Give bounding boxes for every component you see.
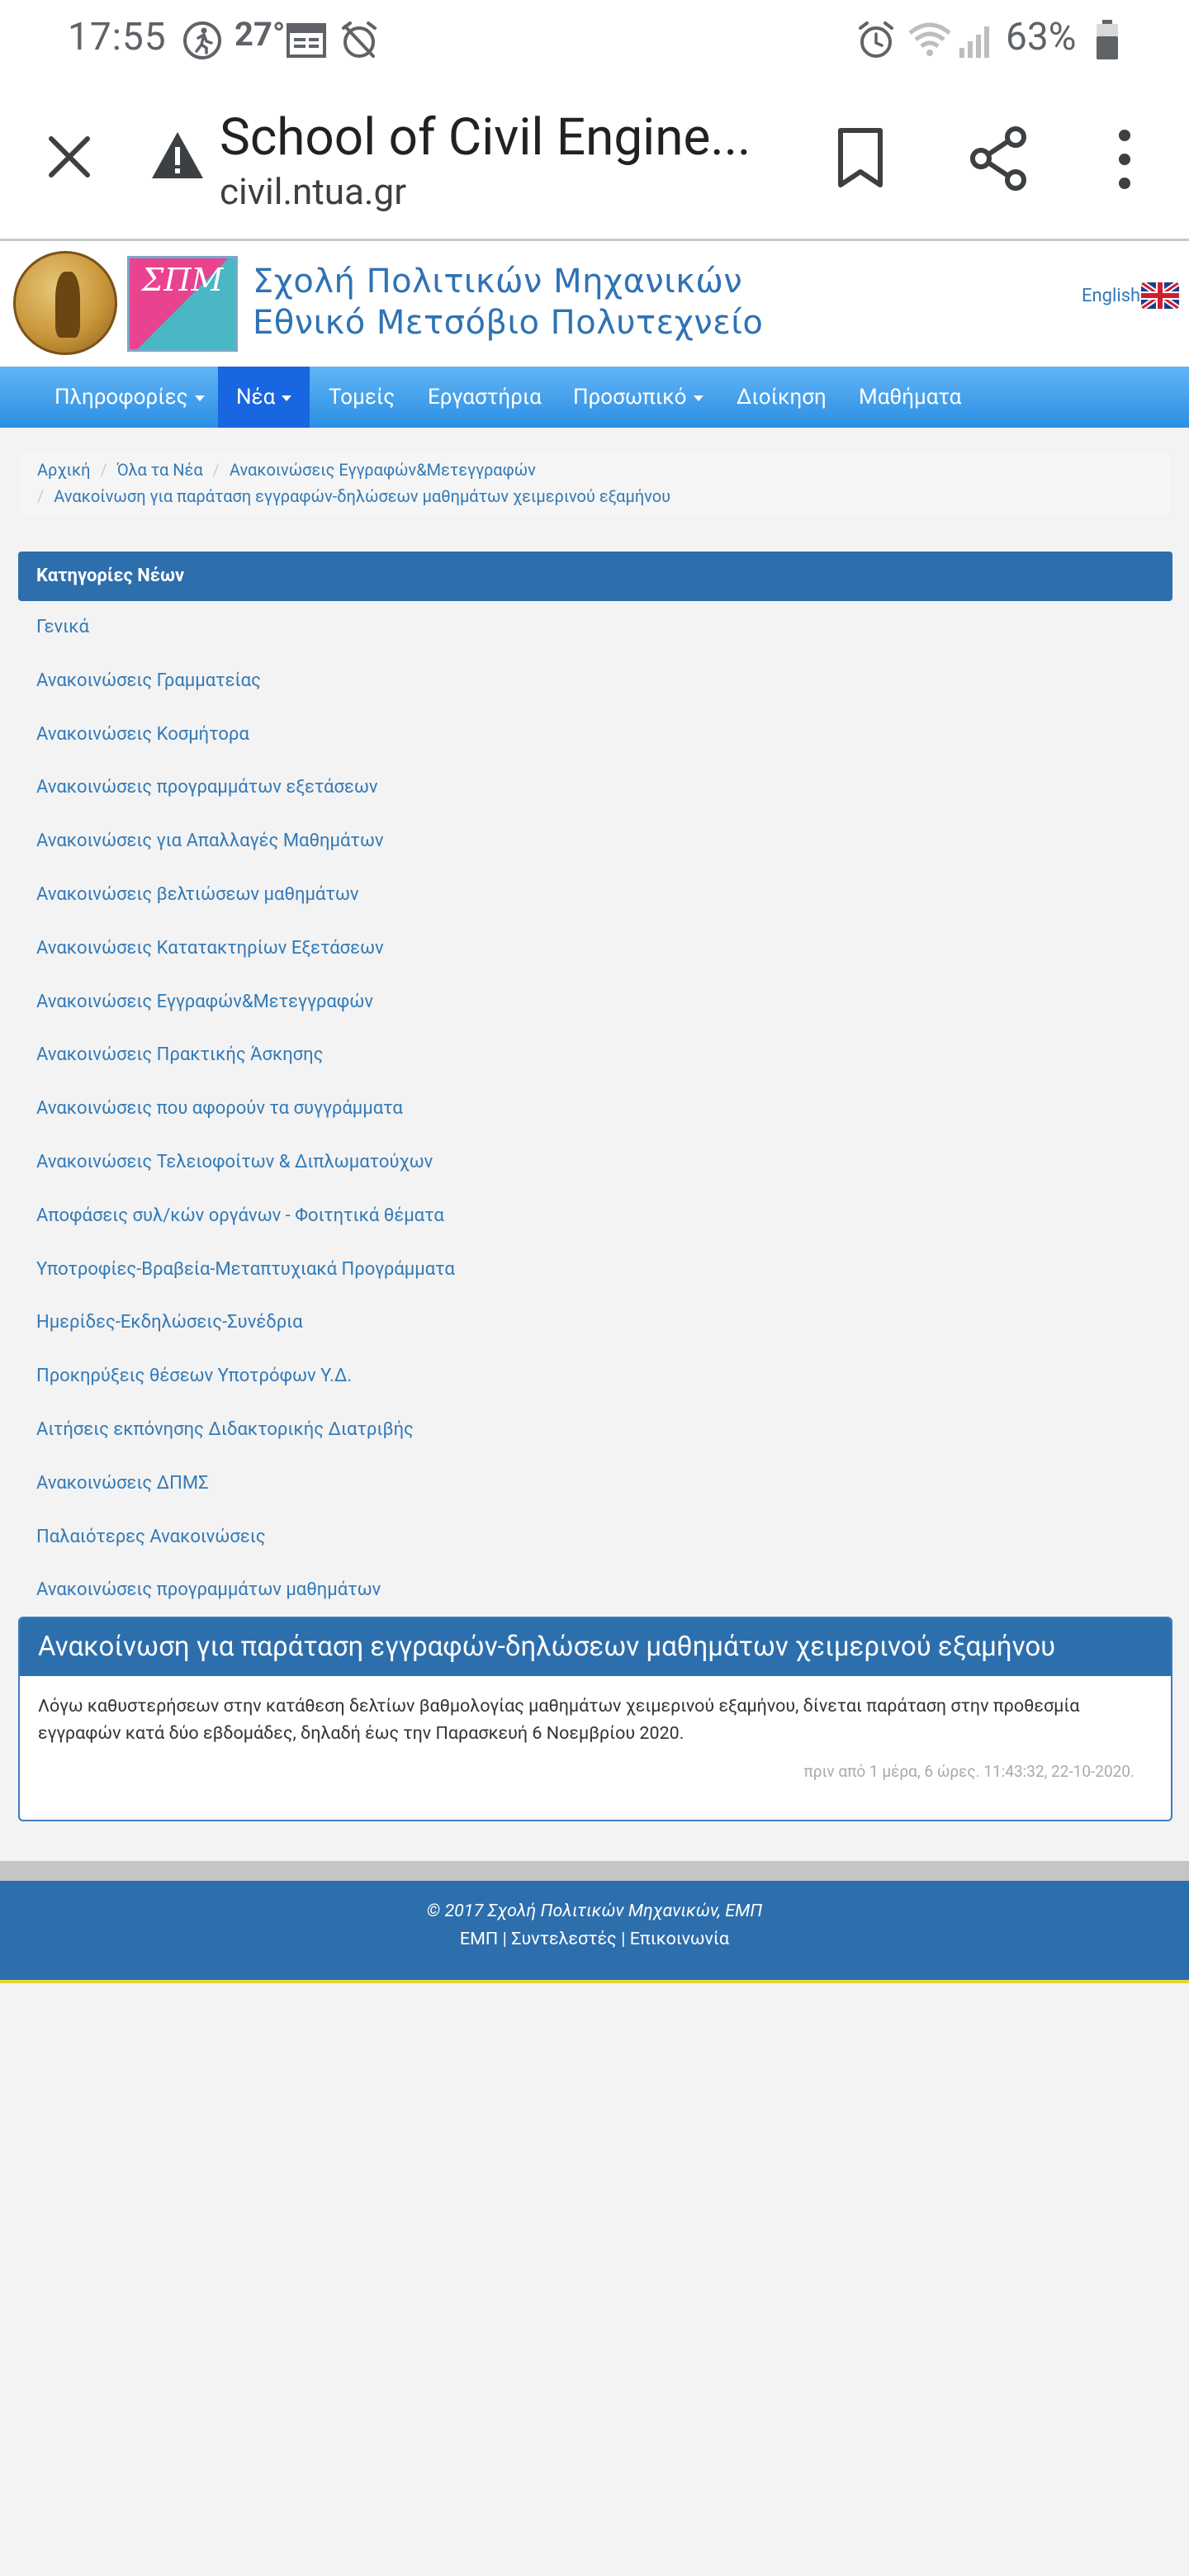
- breadcrumb-separator: /: [100, 460, 107, 480]
- category-link[interactable]: Υποτροφίες-Βραβεία-Μεταπτυχιακά Προγράμματα: [36, 1258, 455, 1280]
- breadcrumb-home[interactable]: Αρχική: [37, 460, 91, 480]
- category-link[interactable]: Ανακοινώσεις Εγγραφών&Μετεγγραφών: [36, 991, 374, 1012]
- alarm-off-icon: [339, 20, 380, 61]
- footer-separator: |: [621, 1929, 626, 1949]
- breadcrumb-separator: /: [212, 460, 220, 480]
- nav-item-label: Τομείς: [329, 385, 396, 410]
- university-seal-logo[interactable]: [13, 251, 117, 355]
- category-link[interactable]: Ανακοινώσεις που αφορούν τα συγγράμματα: [36, 1098, 403, 1120]
- nav-item-label: Προσωπικό: [573, 385, 687, 410]
- wifi-icon: [907, 20, 953, 59]
- category-link[interactable]: Προκηρύξεις θέσεων Υποτρόφων Υ.Δ.: [36, 1366, 353, 1387]
- university-name[interactable]: Εθνικό Μετσόβιο Πολυτεχνείο: [253, 304, 764, 342]
- caret-down-icon: [195, 395, 205, 401]
- school-name[interactable]: Σχολή Πολιτικών Μηχανικών: [253, 263, 743, 301]
- nav-item-info[interactable]: [36, 367, 223, 428]
- warning-icon[interactable]: [150, 130, 205, 180]
- article-panel: [18, 1617, 1172, 1821]
- article-timestamp: πριν από 1 μέρα, 6 ώρες. 11:43:32, 22-10-2020.: [803, 1762, 1135, 1781]
- category-link[interactable]: Ανακοινώσεις Κοσμήτορα: [36, 723, 249, 745]
- footer-link-contributors[interactable]: Συντελεστές: [511, 1929, 617, 1949]
- category-link[interactable]: Ανακοινώσεις Γραμματείας: [36, 670, 261, 691]
- footer-link-contact[interactable]: Επικοινωνία: [629, 1929, 730, 1949]
- school-logo[interactable]: [127, 256, 238, 352]
- category-link[interactable]: Παλαιότερες Ανακοινώσεις: [36, 1526, 266, 1547]
- uk-flag-icon[interactable]: [1141, 282, 1179, 309]
- site-header: [0, 241, 1189, 367]
- main-navbar: [0, 367, 1189, 428]
- caret-down-icon: [694, 395, 703, 401]
- nav-item-label: Νέα: [236, 385, 276, 410]
- category-link[interactable]: Ανακοινώσεις για Απαλλαγές Μαθημάτων: [36, 831, 384, 852]
- breadcrumb-current[interactable]: Ανακοίνωση για παράταση εγγραφών-δηλώσεων μαθημάτων χειμερινού εξαμήνου: [54, 486, 671, 506]
- breadcrumb-all-news[interactable]: Όλα τα Νέα: [116, 460, 203, 480]
- article-body: Λόγω καθυστερήσεων στην κατάθεση δελτίων βαθμολογίας μαθημάτων χειμερινού εξαμήνου, δίνεται παράταση στην προθεσμία εγγραφών κατά δύο εβδομάδες, δηλαδή έως την Παρασκευή 6 Νοεμβρίου 2020.: [38, 1696, 1080, 1744]
- breadcrumb-separator: /: [37, 486, 45, 506]
- category-link[interactable]: Ανακοινώσεις προγραμμάτων μαθημάτων: [36, 1579, 381, 1601]
- nav-item-label: Διοίκηση: [737, 385, 827, 410]
- category-link[interactable]: Ημερίδες-Εκδηλώσεις-Συνέδρια: [36, 1312, 303, 1333]
- article-title: Ανακοίνωση για παράταση εγγραφών-δηλώσεων μαθημάτων χειμερινού εξαμήνου: [20, 1618, 1171, 1676]
- footer: [0, 1881, 1189, 1983]
- category-link[interactable]: Ανακοινώσεις προγραμμάτων εξετάσεων: [36, 777, 378, 798]
- browser-toolbar: [0, 79, 1189, 241]
- activity-icon: [182, 20, 223, 61]
- bookmark-icon[interactable]: [834, 127, 887, 188]
- status-temperature: 27°: [234, 15, 286, 54]
- page-url[interactable]: civil.ntua.gr: [220, 170, 407, 213]
- category-link[interactable]: Ανακοινώσεις βελτιώσεων μαθημάτων: [36, 883, 359, 905]
- share-icon[interactable]: [968, 125, 1030, 192]
- status-time: 17:55: [68, 15, 167, 59]
- categories-list: [36, 601, 1159, 1617]
- english-language-link[interactable]: English: [1082, 286, 1141, 306]
- breadcrumb-category[interactable]: Ανακοινώσεις Εγγραφών&Μετεγγραφών: [229, 460, 536, 480]
- footer-separator: |: [502, 1929, 507, 1949]
- nav-item-label: Εργαστήρια: [428, 385, 542, 410]
- category-link[interactable]: Γενικά: [36, 617, 89, 637]
- nav-item-courses[interactable]: [841, 367, 979, 428]
- nav-item-staff[interactable]: [555, 367, 722, 428]
- school-logo-text: ΣΠΜ: [141, 262, 224, 298]
- category-link[interactable]: Αποφάσεις συλ/κών οργάνων - Φοιτητικά θέματα: [36, 1205, 444, 1226]
- calendar-icon: [286, 20, 327, 59]
- footer-links: [0, 1929, 1189, 1949]
- nav-item-departments[interactable]: [310, 367, 413, 428]
- nav-item-label: Μαθήματα: [859, 385, 962, 410]
- nav-item-administration[interactable]: [718, 367, 845, 428]
- footer-copyright: © 2017 Σχολή Πολιτικών Μηχανικών, ΕΜΠ: [426, 1901, 763, 1921]
- breadcrumb: [18, 451, 1172, 519]
- more-options-icon[interactable]: [1108, 127, 1141, 192]
- nav-item-laboratories[interactable]: [410, 367, 560, 428]
- category-link[interactable]: Ανακοινώσεις Κατατακτηρίων Εξετάσεων: [36, 937, 384, 959]
- battery-icon: [1095, 20, 1120, 61]
- categories-heading: Κατηγορίες Νέων: [18, 552, 1172, 601]
- caret-down-icon: [282, 395, 291, 401]
- footer-link-ntua[interactable]: ΕΜΠ: [459, 1929, 499, 1949]
- nav-item-label: Πληροφορίες: [54, 385, 188, 410]
- category-link[interactable]: Ανακοινώσεις ΔΠΜΣ: [36, 1472, 209, 1494]
- category-link[interactable]: Ανακοινώσεις Πρακτικής Άσκησης: [36, 1044, 324, 1066]
- nav-item-news[interactable]: [218, 367, 310, 428]
- battery-level: 63%: [1006, 15, 1077, 59]
- footer-divider: [0, 1861, 1189, 1881]
- category-link[interactable]: Ανακοινώσεις Τελειοφοίτων & Διπλωματούχων: [36, 1151, 433, 1172]
- close-icon[interactable]: [43, 130, 96, 183]
- signal-icon: [958, 20, 996, 59]
- category-link[interactable]: Αιτήσεις εκπόνησης Διδακτορικής Διατριβής: [36, 1418, 414, 1440]
- page-title: School of Civil Engine...: [220, 107, 751, 168]
- status-bar: [0, 0, 1189, 79]
- alarm-icon: [855, 20, 897, 61]
